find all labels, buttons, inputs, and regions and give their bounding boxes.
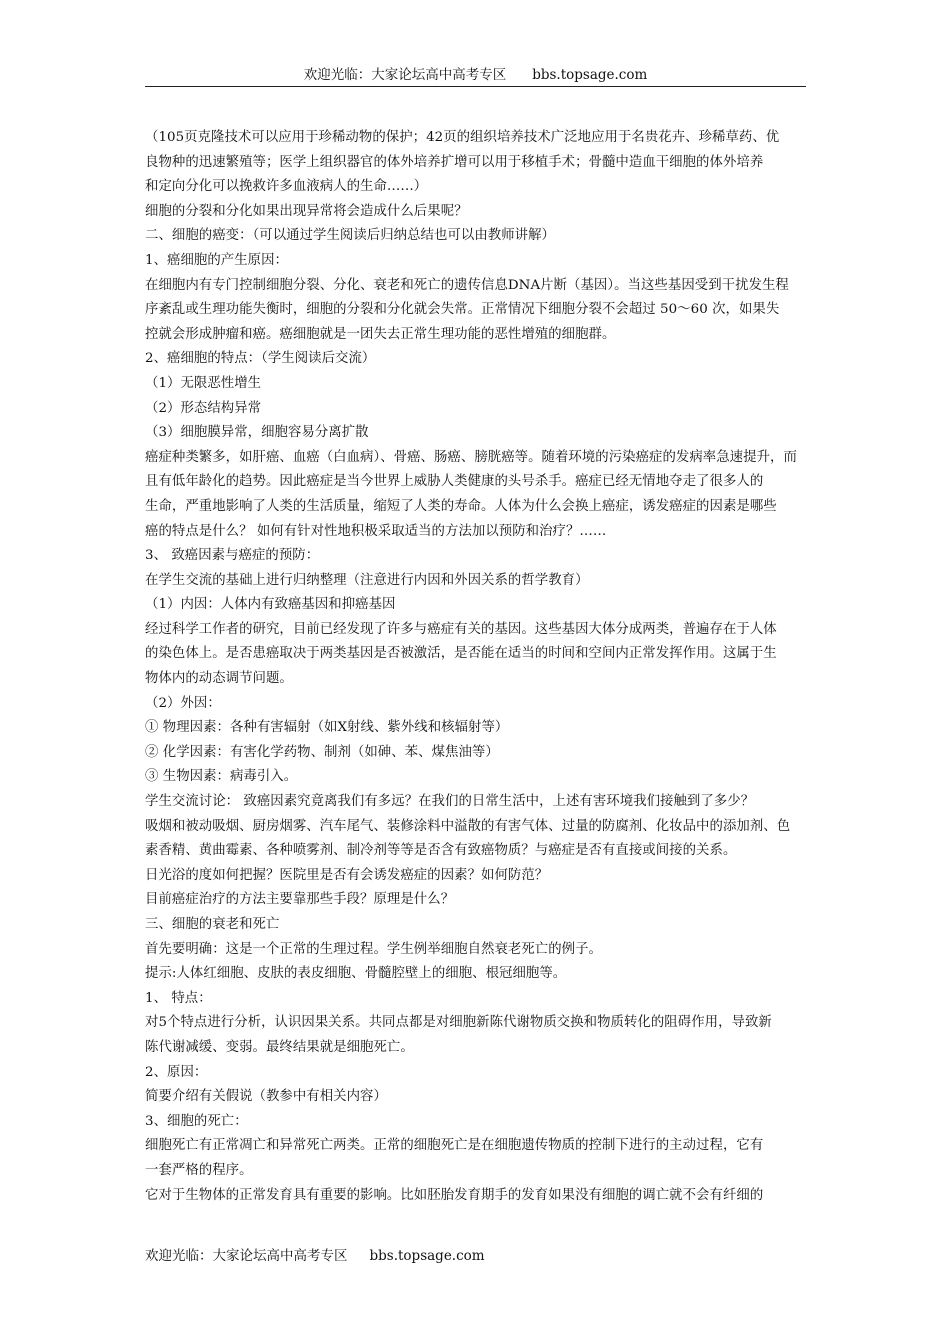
text-line: 物体内的动态调节问题。 [145, 671, 293, 687]
text-line: （3）细胞膜异常，细胞容易分离扩散 [145, 425, 369, 441]
text-line: 一套严格的程序。 [145, 1162, 253, 1178]
text-line: 2、原因： [145, 1064, 208, 1080]
text-line: （1）无限恶性增生 [145, 375, 262, 391]
text-line: 细胞的分裂和分化如果出现异常将会造成什么后果呢？ [145, 203, 468, 219]
text-line: ① 物理因素：各种有害辐射（如X射线、紫外线和核辐射等） [145, 720, 509, 736]
text-line: 1、癌细胞的产生原因： [145, 252, 288, 268]
text-line: （2）外因： [145, 695, 221, 711]
text-line: 在学生交流的基础上进行归纳整理（注意进行内因和外因关系的哲学教育） [145, 572, 589, 588]
text-line: 生命，严重地影响了人类的生活质量，缩短了人类的寿命。人体为什么会换上癌症，诱发癌症的因素是哪些 [145, 498, 777, 514]
footer-welcome: 欢迎光临：大家论坛高中高考专区 [145, 1248, 348, 1264]
text-line: 和定向分化可以挽救许多血液病人的生命……） [145, 179, 428, 195]
text-line: 对5个特点进行分析，认识因果关系。共同点都是对细胞新陈代谢物质交换和物质转化的阻碍作用，导致新 [145, 1015, 772, 1031]
text-line: ③ 生物因素：病毒引入。 [145, 769, 298, 785]
text-line: 经过科学工作者的研究，目前已经发现了许多与癌症有关的基因。这些基因大体分成两类，普遍存在于人体 [145, 621, 777, 637]
text-line: 学生交流讨论： 致癌因素究竟离我们有多远？在我们的日常生活中，上述有害环境我们接触到了多少？ [145, 794, 755, 810]
text-line: 日光浴的度如何把握？医院里是否有会诱发癌症的因素？如何防范？ [145, 867, 549, 883]
text-line: ② 化学因素：有害化学药物、制剂（如砷、苯、煤焦油等） [145, 744, 499, 760]
text-line: 陈代谢减缓、变弱。最终结果就是细胞死亡。 [145, 1039, 414, 1055]
text-line: 1、 特点： [145, 990, 212, 1006]
text-line: 控就会形成肿瘤和癌。癌细胞就是一团失去正常生理功能的恶性增殖的细胞群。 [145, 326, 616, 342]
page-header [145, 66, 806, 87]
page-footer [145, 1247, 485, 1265]
text-line: 癌症种类繁多，如肝癌、血癌（白血病）、骨癌、肠癌、膀胱癌等。随着环境的污染癌症的发病率急速提升，而 [145, 449, 797, 465]
text-line: 它对于生物体的正常发育具有重要的影响。比如胚胎发育期手的发育如果没有细胞的调亡就不会有纤细的 [145, 1187, 764, 1203]
text-line: 目前癌症治疗的方法主要靠那些手段？原理是什么？ [145, 892, 455, 908]
text-line: 序紊乱或生理功能失衡时，细胞的分裂和分化就会失常。正常情况下细胞分裂不会超过 50～60 次，如果失 [145, 302, 780, 318]
text-line: （2）形态结构异常 [145, 400, 262, 416]
text-line: 3、细胞的死亡： [145, 1113, 248, 1129]
text-line: 细胞死亡有正常凋亡和异常死亡两类。正常的细胞死亡是在细胞遗传物质的控制下进行的主动过程，它有 [145, 1138, 764, 1154]
text-line: 首先要明确：这是一个正常的生理过程。学生例举细胞自然衰老死亡的例子。 [145, 941, 602, 957]
text-line: 癌的特点是什么？ 如何有针对性地积极采取适当的方法加以预防和治疗？…… [145, 523, 607, 539]
text-line: （1）内因：人体内有致癌基因和抑癌基因 [145, 597, 396, 613]
text-line: 在细胞内有专门控制细胞分裂、分化、衰老和死亡的遗传信息DNA片断（基因）。当这些基因受到干扰发生程 [145, 277, 789, 293]
header-site-link[interactable]: bbs.topsage.com [532, 67, 648, 83]
text-line: 且有低年龄化的趋势。因此癌症是当今世界上威胁人类健康的头号杀手。癌症已经无情地夺走了很多人的 [145, 474, 764, 490]
text-line: 的染色体上。是否患癌取决于两类基因是否被激活，是否能在适当的时间和空间内正常发挥作用。这属于生 [145, 646, 777, 662]
text-line: 吸烟和被动吸烟、厨房烟雾、汽车尾气、装修涂料中溢散的有害气体、过量的防腐剂、化妆品中的添加剂、色 [145, 818, 791, 834]
text-line: 提示:人体红细胞、皮肤的表皮细胞、骨髓腔壁上的细胞、根冠细胞等。 [145, 966, 567, 982]
text-line: 素香精、黄曲霉素、各种喷雾剂、制冷剂等等是否含有致癌物质？与癌症是否有直接或间接的关系。 [145, 843, 737, 859]
footer-site-link[interactable]: bbs.topsage.com [369, 1248, 485, 1264]
text-line: 3、 致癌因素与癌症的预防： [145, 548, 320, 564]
text-line: 良物种的迅速繁殖等；医学上组织器官的体外培养扩增可以用于移植手术；骨髓中造血干细胞的体外培养 [145, 154, 764, 170]
header-welcome: 欢迎光临：大家论坛高中高考专区 [303, 67, 507, 83]
text-line: 三、细胞的衰老和死亡 [145, 917, 280, 932]
text-line: （105页克隆技术可以应用于珍稀动物的保护；42页的组织培养技术广泛地应用于名贵花卉、珍稀草药、优 [145, 130, 780, 145]
document-body [145, 126, 809, 1208]
text-line: 简要介绍有关假说（教参中有相关内容） [145, 1089, 387, 1105]
text-line: 二、细胞的癌变：（可以通过学生阅读后归纳总结也可以由教师讲解） [145, 228, 555, 244]
text-line: 2、癌细胞的特点：（学生阅读后交流） [145, 351, 376, 367]
